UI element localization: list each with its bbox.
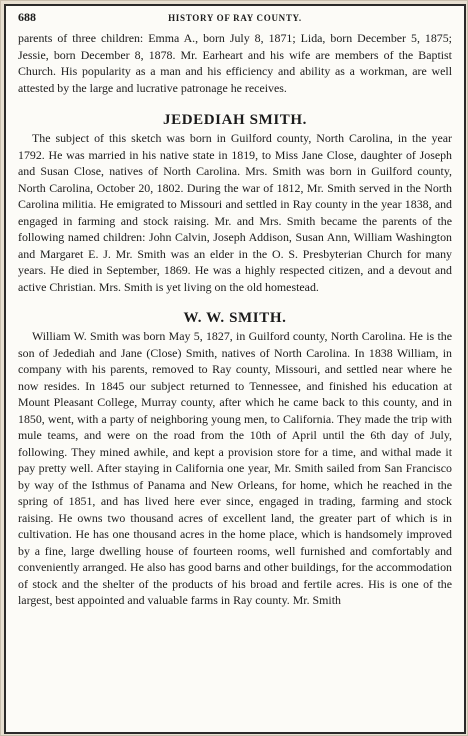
running-head (18, 10, 452, 26)
book-page (4, 4, 466, 734)
section-heading-jedediah-smith: JEDEDIAH SMITH. (162, 112, 308, 128)
section-body-jedediah-smith: The subject of this sketch was born in Guilford county, North Carolina, in the year 1792. He was married in his native state in 1819, to Miss Jane Close, daughter of Joseph and Susan Close, natives of North Carolina. Mrs. Smith was born in Guilford county, North Carolina, October 20, 1802. During the war of 1812, Mr. Smith served in the North Carolina militia. He emigrated to Missouri and settled in Ray county in the year 1838, and engaged in farming and stock raising. Mr. and Mrs. Smith became the parents of the following named children: John Calvin, Joseph Addison, Susan Ann, William Washington and Margaret E. J. Mr. Smith was an elder in the O. S. Presbyterian Church for many years. He died in September, 1869. He was a highly respected citizen, and a devout and active Christian. Mrs. Smith is yet living on the old homestead. (18, 131, 452, 294)
running-title: HISTORY OF RAY COUNTY. (168, 13, 302, 23)
section-body-w-w-smith: William W. Smith was born May 5, 1827, in Guilford county, North Carolina. He is the son of Jedediah and Jane (Close) Smith, natives of North Carolina. In 1838 William, in company with his parents, removed to Ray county, Missouri, and settled near where he now resides. In 1845 our subject returned to Tennessee, and finished his education at Mount Pleasant College, Murray county, after which he came back to this county, and in 1850, went, with a party of neighboring young men, to California. They made the trip with mule teams, and were on the road from the 10th of April until the 6th day of July, following. They mined awhile, and kept a provision store for a time, and withal made it pay pretty well. After staying in California one year, Mr. Smith sailed from San Francisco by way of the Isthmus of Panama and New Orleans, for home, which he reached in the spring of 1851, and has lived here ever since, engaged in trading, farming and stock raising. He owns two thousand acres of excellent land, the greater part of which is in cultivation. He has one thousand acres in the home place, which is handsomely improved by a fine, large dwelling house of fourteen rooms, well furnished and comfortably and conveniently arranged. He also has good barns and other buildings, for the accommodation of stock and the shelter of the products of his broad and fertile acres. His is one of the largest, best appointed and valuable farms in Ray county. Mr. Smith (18, 329, 452, 607)
page-number: 688 (18, 10, 36, 24)
intro-paragraph: parents of three children: Emma A., born July 8, 1871; Lida, born December 5, 1875; Jessie, born December 8, 1878. Mr. Earheart and his wife are members of the Baptist Church. His popularity as a man and his efficiency and ability as a workman, are well attested by the large and lucrative patronage he receives. (18, 31, 452, 95)
section-heading-w-w-smith: W. W. SMITH. (183, 310, 287, 326)
